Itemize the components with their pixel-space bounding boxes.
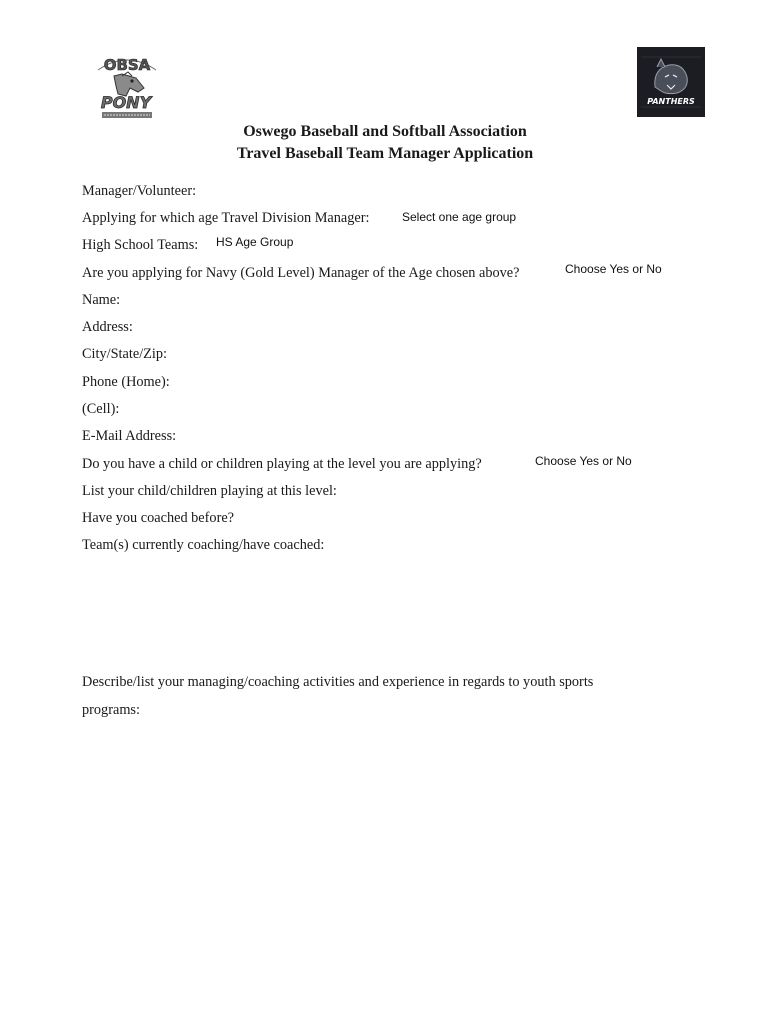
page-subtitle: Travel Baseball Team Manager Application [236, 145, 534, 162]
navy-gold-select[interactable]: Choose Yes or No [565, 262, 662, 276]
obsa-pony-logo [92, 48, 162, 124]
email-label: E-Mail Address: [82, 428, 177, 444]
manager-volunteer-label: Manager/Volunteer: [82, 183, 197, 199]
obsa-logo-text: OBSA [103, 56, 151, 74]
child-playing-label: Do you have a child or children playing at the level you are applying? [82, 456, 482, 472]
describe-experience-label: Describe/list your managing/coaching activities and experience in regards to youth sports [82, 674, 594, 690]
cell-label: (Cell): [82, 401, 120, 417]
name-label: Name: [82, 292, 121, 308]
list-children-label: List your child/children playing at this level: [82, 483, 337, 499]
city-state-zip-label: City/State/Zip: [82, 346, 167, 362]
phone-home-label: Phone (Home): [82, 374, 170, 390]
panthers-logo-text: PANTHERS [647, 97, 695, 106]
child-playing-select[interactable]: Choose Yes or No [535, 454, 632, 468]
address-label: Address: [82, 319, 133, 335]
page-title: Oswego Baseball and Softball Association [243, 123, 527, 140]
pony-logo-text: PONY [100, 93, 152, 112]
age-division-label: Applying for which age Travel Division Manager: [82, 210, 370, 226]
high-school-label: High School Teams: [82, 237, 199, 253]
navy-gold-label: Are you applying for Navy (Gold Level) Manager of the Age chosen above? [82, 265, 520, 281]
hs-age-group-select[interactable]: HS Age Group [216, 235, 294, 249]
describe-experience-label-cont: programs: [82, 702, 140, 718]
age-group-select[interactable]: Select one age group [402, 210, 517, 224]
teams-coached-label: Team(s) currently coaching/have coached: [82, 537, 325, 553]
coached-before-label: Have you coached before? [82, 510, 235, 526]
panthers-logo [637, 47, 705, 117]
